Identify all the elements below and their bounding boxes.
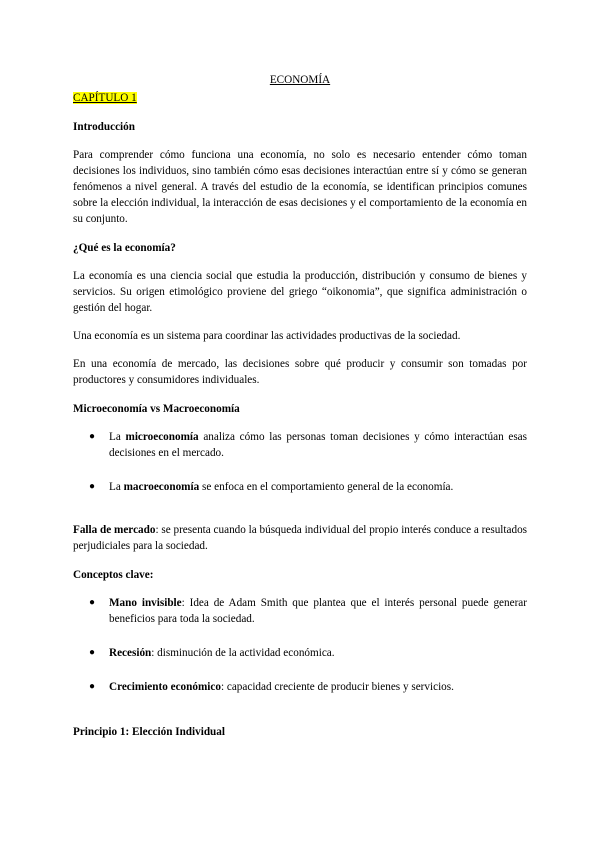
list-item-text: : capacidad creciente de producir bienes y servicios.: [220, 681, 454, 693]
term-macroeconomia: macroeconomía: [123, 481, 200, 493]
bullet-icon: ●: [89, 681, 96, 692]
key-concepts-list: [73, 595, 527, 695]
market-failure-paragraph: [73, 522, 527, 554]
list-item: [73, 595, 527, 627]
term-falla-de-mercado: Falla de mercado: [73, 524, 156, 536]
list-item-text: analiza cómo las personas toman decisiones y cómo interactúan esas decisiones en el mercado.: [109, 431, 527, 459]
chapter-label: [73, 90, 527, 106]
list-item-text: se enfoca en el comportamiento general de la economía.: [199, 481, 454, 493]
intro-paragraph: Para comprender cómo funciona una economía, no solo es necesario entender cómo toman decisiones los individuos, sino también cómo esas decisiones interactúan entre sí y cómo se generan fenómenos a nivel general. A través del estudio de la economía, se identifican principios comunes sobre la elección individual, la interacción de esas decisiones y el comportamiento de la economía en su conjunto.: [73, 149, 527, 225]
micro-macro-heading: Microeconomía vs Macroeconomía: [73, 403, 240, 415]
bullet-icon: ●: [89, 481, 96, 492]
market-failure-text: : se presenta cuando la búsqueda individual del propio interés conduce a resultados perjudiciales para la sociedad.: [73, 524, 528, 552]
term-crecimiento-economico: Crecimiento económico: [109, 681, 221, 693]
bullet-icon: ●: [89, 597, 96, 608]
list-item: [73, 645, 527, 661]
what-is-economy-paragraph-1: La economía es una ciencia social que estudia la producción, distribución y consumo de bienes y servicios. Su origen etimológico proviene del griego “oikonomia”, que significa administración o gestión del hogar.: [73, 270, 527, 314]
document-body: [73, 72, 527, 740]
key-concepts-heading: Conceptos clave:: [73, 569, 154, 581]
list-item: [73, 679, 527, 695]
list-item-text: : Idea de Adam Smith que plantea que el interés personal puede generar beneficios para toda la sociedad.: [109, 597, 527, 625]
list-item-prefix: La: [109, 481, 124, 493]
bullet-icon: ●: [89, 647, 96, 658]
micro-macro-list: [73, 429, 527, 495]
document-title: ECONOMÍA: [269, 74, 331, 86]
term-mano-invisible: Mano invisible: [109, 597, 182, 609]
principle-1-heading: Principio 1: Elección Individual: [73, 726, 225, 738]
list-item-text: : disminución de la actividad económica.: [151, 647, 335, 659]
chapter-label-text: CAPÍTULO 1: [73, 92, 137, 104]
bullet-icon: ●: [89, 431, 96, 442]
list-item: [73, 429, 527, 461]
list-item-prefix: La: [109, 431, 126, 443]
intro-heading: Introducción: [73, 121, 135, 133]
what-is-economy-paragraph-3: En una economía de mercado, las decisiones sobre qué producir y consumir son tomadas por productores y consumidores individuales.: [73, 358, 527, 386]
what-is-economy-heading: ¿Qué es la economía?: [73, 242, 176, 254]
what-is-economy-paragraph-2: Una economía es un sistema para coordinar las actividades productivas de la sociedad.: [73, 330, 461, 342]
term-microeconomia: microeconomía: [125, 431, 199, 443]
term-recesion: Recesión: [109, 647, 152, 659]
list-item: [73, 479, 527, 495]
